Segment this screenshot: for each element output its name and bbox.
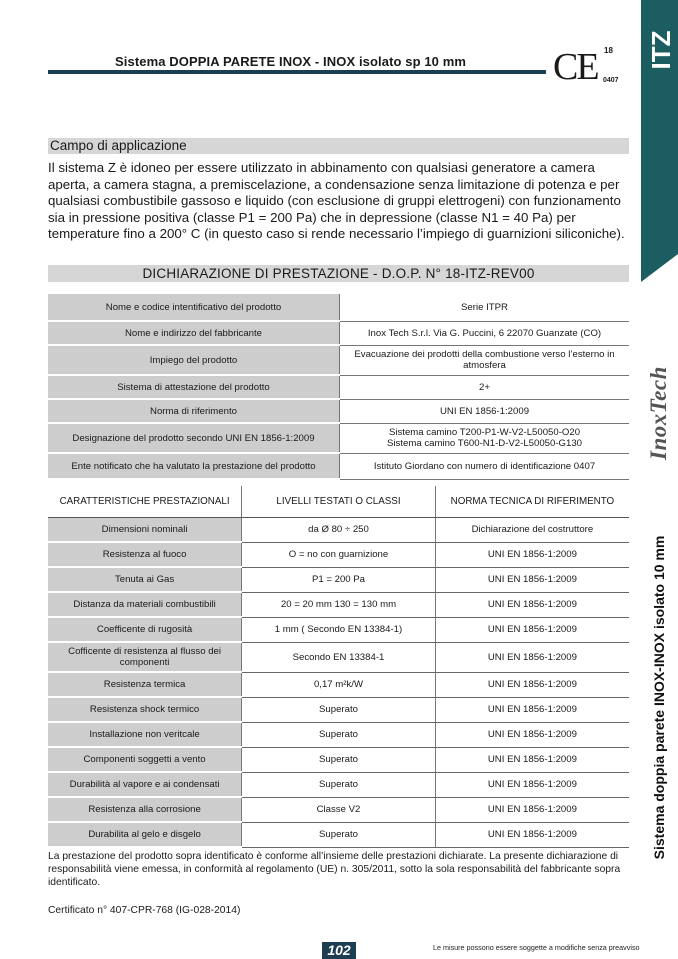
level-cell: Superato <box>242 772 436 797</box>
level-cell: 0,17 m²k/W <box>242 672 436 697</box>
declaration-value: Istituto Giordano con numero di identificazione 0407 <box>340 453 630 479</box>
characteristic-cell: Coefficente di rugosità <box>48 617 242 642</box>
performance-row <box>48 592 629 617</box>
performance-table <box>48 486 629 848</box>
performance-row <box>48 697 629 722</box>
characteristic-cell: Installazione non veritcale <box>48 722 242 747</box>
declaration-label: Nome e codice intentificativo del prodotto <box>48 294 340 321</box>
declaration-label: Sistema di attestazione del prodotto <box>48 375 340 399</box>
ce-notified-body: 0407 <box>603 77 619 84</box>
level-cell: Classe V2 <box>242 797 436 822</box>
declaration-row <box>48 423 629 453</box>
header-rule <box>48 70 546 74</box>
section-heading-dop: DICHIARAZIONE DI PRESTAZIONE - D.O.P. N° 18-ITZ-REV00 <box>48 265 629 282</box>
declaration-label: Impiego del prodotto <box>48 345 340 375</box>
performance-row <box>48 822 629 847</box>
level-cell: Secondo EN 13384-1 <box>242 642 436 672</box>
characteristic-cell: Dimensioni nominali <box>48 518 242 543</box>
norm-cell: UNI EN 1856-1:2009 <box>435 722 629 747</box>
level-cell: P1 = 200 Pa <box>242 567 436 592</box>
level-cell: da Ø 80 ÷ 250 <box>242 518 436 543</box>
norm-cell: UNI EN 1856-1:2009 <box>435 592 629 617</box>
norm-cell: UNI EN 1856-1:2009 <box>435 567 629 592</box>
declaration-value: Evacuazione dei prodotti della combustione verso l’esterno in atmosfera <box>340 345 630 375</box>
performance-row <box>48 747 629 772</box>
norm-cell: UNI EN 1856-1:2009 <box>435 697 629 722</box>
vertical-side-title <box>646 530 672 865</box>
ce-mark-logo <box>553 46 621 88</box>
performance-row <box>48 797 629 822</box>
declaration-value: Serie ITPR <box>340 294 630 321</box>
performance-row <box>48 642 629 672</box>
declaration-value: 2+ <box>340 375 630 399</box>
declaration-value: UNI EN 1856-1:2009 <box>340 399 630 423</box>
declaration-row <box>48 375 629 399</box>
norm-cell: UNI EN 1856-1:2009 <box>435 617 629 642</box>
declaration-value: Sistema camino T200-P1-W-V2-L50050-O20 Sistema camino T600-N1-D-V2-L50050-G130 <box>340 423 630 453</box>
vertical-side-title-text: Sistema doppia parete INOX-INOX isolato 10 mm <box>651 535 667 860</box>
declaration-row <box>48 453 629 479</box>
declaration-row <box>48 294 629 321</box>
page-number: 102 <box>322 942 356 959</box>
intro-paragraph: Il sistema Z è idoneo per essere utilizzato in abbinamento con qualsiasi generatore a camera aperta, a camera stagna, a premiscelazione, a condensazione senza limitazione di potenza e per qualsiasi combustibile gassoso e liquido (con esclusione di gruppi elettrogeni) con funzionamento sia in pressione positiva (classe P1 = 200 Pa) che in depressione (classe N1 = 40 Pa) per temperature fino a 200° C (in questo caso si rende necessario l’impiego di guarnizioni siliconiche). <box>48 160 625 241</box>
declaration-row <box>48 399 629 423</box>
performance-row <box>48 722 629 747</box>
level-cell: Superato <box>242 822 436 847</box>
performance-header-row <box>48 486 629 518</box>
characteristic-cell: Componenti soggetti a vento <box>48 747 242 772</box>
norm-cell: UNI EN 1856-1:2009 <box>435 542 629 567</box>
side-tab-notch <box>641 254 678 282</box>
performance-row <box>48 567 629 592</box>
brand-logo <box>638 366 674 460</box>
norm-cell: UNI EN 1856-1:2009 <box>435 772 629 797</box>
characteristic-cell: Durabilita al gelo e disgelo <box>48 822 242 847</box>
declaration-label: Norma di riferimento <box>48 399 340 423</box>
footer-disclaimer: Le misure possono essere soggette a modifiche senza preavviso <box>433 943 640 952</box>
section-heading-campo: Campo di applicazione <box>48 138 629 154</box>
performance-row <box>48 542 629 567</box>
level-cell: O = no con guarnizione <box>242 542 436 567</box>
header-cell: CARATTERISTICHE PRESTAZIONALI <box>48 486 242 518</box>
declaration-table <box>48 294 629 480</box>
characteristic-cell: Durabilità al vapore e ai condensati <box>48 772 242 797</box>
level-cell: Superato <box>242 697 436 722</box>
declaration-row <box>48 345 629 375</box>
level-cell: 20 = 20 mm 130 = 130 mm <box>242 592 436 617</box>
certificate-number: Certificato n° 407-CPR-768 (IG-028-2014) <box>48 905 241 916</box>
performance-row <box>48 672 629 697</box>
ce-year: 18 <box>604 46 613 55</box>
level-cell: Superato <box>242 747 436 772</box>
side-tab-label: ITZ <box>646 30 676 70</box>
declaration-label: Ente notificato che ha valutato la prestazione del prodotto <box>48 453 340 479</box>
characteristic-cell: Tenuta ai Gas <box>48 567 242 592</box>
characteristic-cell: Cofficente di resistenza al flusso dei componenti <box>48 642 242 672</box>
characteristic-cell: Distanza da materiali combustibili <box>48 592 242 617</box>
norm-cell: UNI EN 1856-1:2009 <box>435 747 629 772</box>
ce-mark-text: CE <box>553 46 598 88</box>
page-title: Sistema DOPPIA PARETE INOX - INOX isolato sp 10 mm <box>115 54 467 69</box>
declaration-row <box>48 321 629 345</box>
header-cell: LIVELLI TESTATI O CLASSI <box>242 486 436 518</box>
declaration-label: Designazione del prodotto secondo UNI EN 1856-1:2009 <box>48 423 340 453</box>
characteristic-cell: Resistenza shock termico <box>48 697 242 722</box>
performance-row <box>48 772 629 797</box>
brand-logo-text: InoxTech <box>646 366 671 460</box>
level-cell: 1 mm ( Secondo EN 13384-1) <box>242 617 436 642</box>
norm-cell: Dichiarazione del costruttore <box>435 518 629 543</box>
level-cell: Superato <box>242 722 436 747</box>
norm-cell: UNI EN 1856-1:2009 <box>435 672 629 697</box>
performance-row <box>48 617 629 642</box>
performance-row <box>48 518 629 543</box>
characteristic-cell: Resistenza termica <box>48 672 242 697</box>
declaration-label: Nome e indirizzo del fabbricante <box>48 321 340 345</box>
header-cell: NORMA TECNICA DI RIFERIMENTO <box>435 486 629 518</box>
norm-cell: UNI EN 1856-1:2009 <box>435 822 629 847</box>
closing-statement: La prestazione del prodotto sopra identificato è conforme all’insieme delle prestazioni dichiarate. La presente dichiarazione di responsabilità viene emessa, in conformità al regolamento (UE) n. 305/2011, sotto la sola responsabilità del fabbricante sopra identificato. <box>48 851 621 888</box>
characteristic-cell: Resistenza al fuoco <box>48 542 242 567</box>
declaration-value: Inox Tech S.r.l. Via G. Puccini, 6 22070 Guanzate (CO) <box>340 321 630 345</box>
norm-cell: UNI EN 1856-1:2009 <box>435 797 629 822</box>
norm-cell: UNI EN 1856-1:2009 <box>435 642 629 672</box>
characteristic-cell: Resistenza alla corrosione <box>48 797 242 822</box>
